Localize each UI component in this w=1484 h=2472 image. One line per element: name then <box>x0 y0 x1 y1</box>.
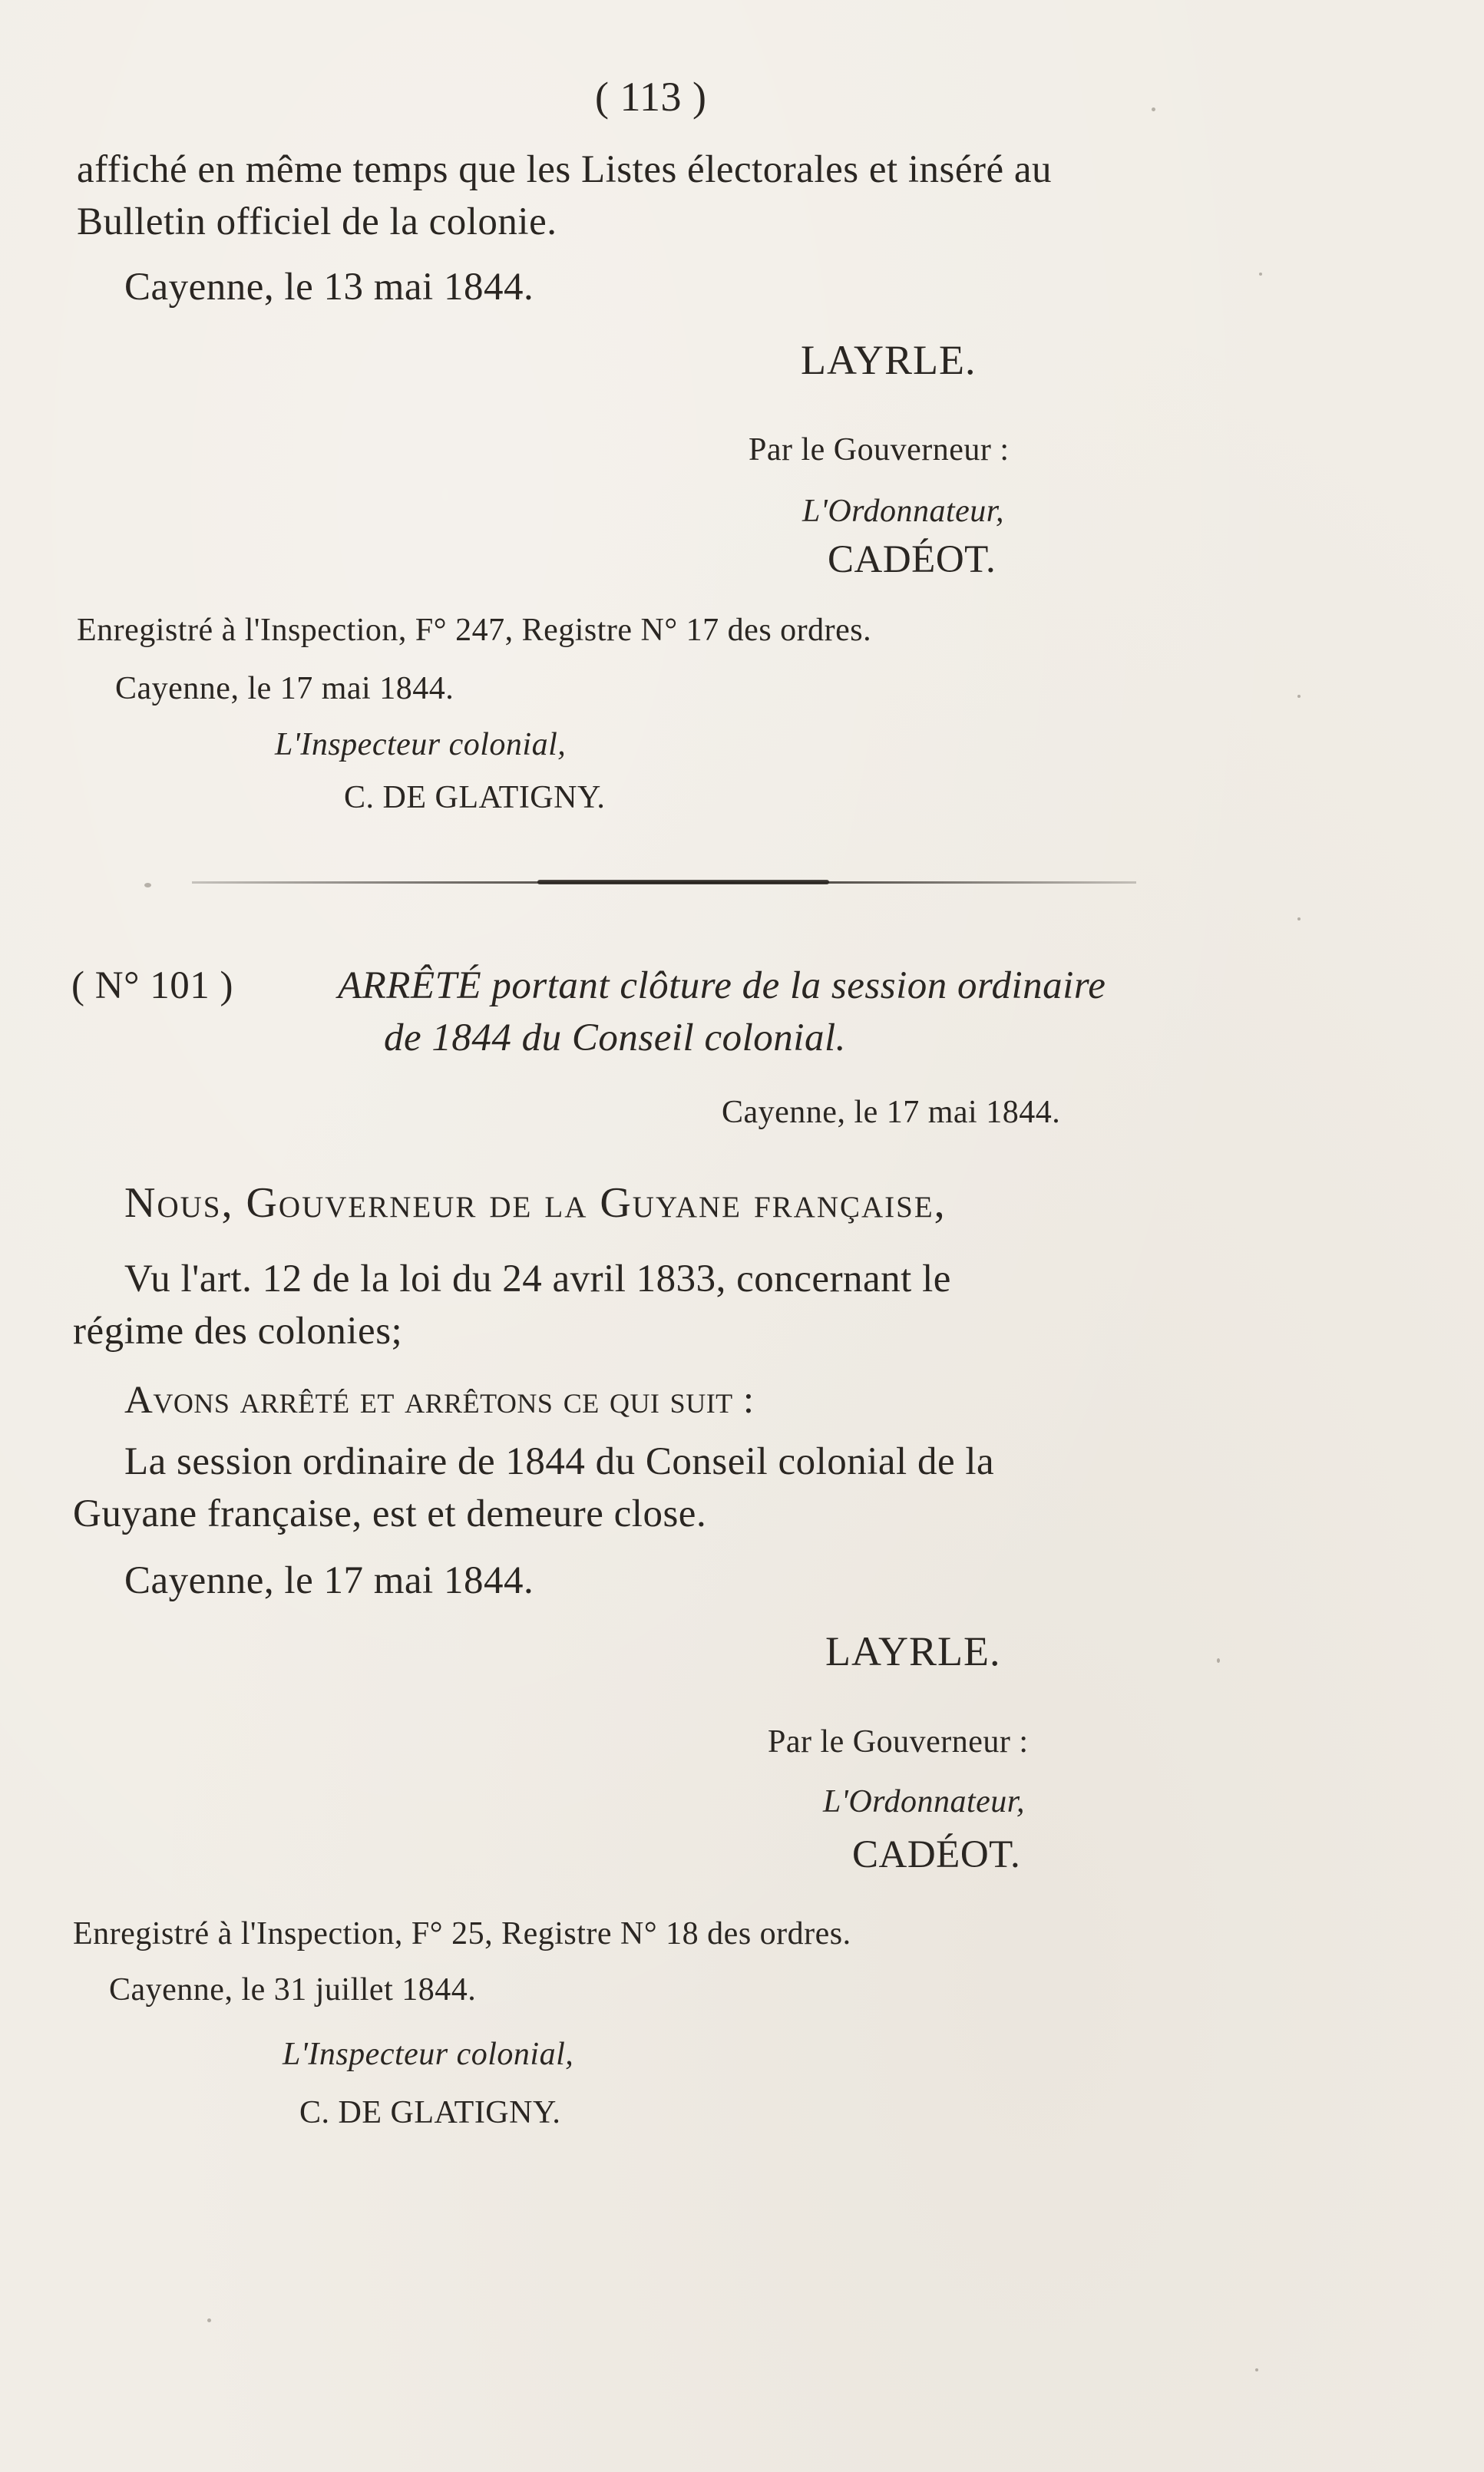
continuation-date: Cayenne, le 13 mai 1844. <box>124 266 534 309</box>
ordonnateur-name-1: CADÉOT. <box>828 538 996 581</box>
par-le-gouverneur-2: Par le Gouverneur : <box>768 1724 1029 1760</box>
arrete-dateline: Cayenne, le 17 mai 1844. <box>722 1095 1061 1130</box>
par-le-gouverneur-1: Par le Gouverneur : <box>749 432 1010 468</box>
vu-line-1: Vu l'art. 12 de la loi du 24 avril 1833, concernant le <box>124 1257 951 1300</box>
body-line-2: Guyane française, est et demeure close. <box>73 1492 707 1535</box>
registration-date-1: Cayenne, le 17 mai 1844. <box>115 671 454 706</box>
paper-speck <box>1297 695 1301 698</box>
vu-line-2: régime des colonies; <box>73 1310 403 1353</box>
page-number: ( 113 ) <box>595 74 707 120</box>
arrete-title-line-1: ARRÊTÉ portant clôture de la session ordinaire <box>338 964 1106 1007</box>
inspector-name-1: C. DE GLATIGNY. <box>344 780 606 815</box>
preamble: Nous, Gouverneur de la Guyane française, <box>124 1179 947 1227</box>
registration-line-2: Enregistré à l'Inspection, F° 25, Registre N° 18 des ordres. <box>73 1916 851 1951</box>
ordonnateur-name-2: CADÉOT. <box>852 1833 1021 1876</box>
paper-speck <box>1259 273 1262 276</box>
paper-speck <box>1255 2368 1258 2371</box>
body-line-1: La session ordinaire de 1844 du Conseil colonial de la <box>124 1440 995 1483</box>
registration-date-2: Cayenne, le 31 juillet 1844. <box>109 1972 477 2008</box>
paper-speck <box>1217 1658 1220 1663</box>
registration-line-1: Enregistré à l'Inspection, F° 247, Registre N° 17 des ordres. <box>77 613 872 648</box>
arrete-number: ( N° 101 ) <box>71 964 233 1007</box>
ordonnateur-title-1: L'Ordonnateur, <box>802 494 1004 529</box>
inspector-title-1: L'Inspecteur colonial, <box>275 727 567 762</box>
inspector-title-2: L'Inspecteur colonial, <box>283 2037 574 2072</box>
continuation-line-1: affiché en même temps que les Listes électorales et inséré au <box>77 148 1053 191</box>
arrete-title-line-2: de 1844 du Conseil colonial. <box>384 1016 846 1059</box>
governor-signature-2: LAYRLE. <box>825 1628 1001 1674</box>
arrete-date: Cayenne, le 17 mai 1844. <box>124 1559 534 1602</box>
paper-speck <box>1152 107 1155 111</box>
paper-speck <box>1297 917 1301 920</box>
paper-speck <box>144 883 151 887</box>
continuation-line-2: Bulletin officiel de la colonie. <box>77 200 557 243</box>
inspector-name-2: C. DE GLATIGNY. <box>299 2095 561 2130</box>
paper-speck <box>207 2318 211 2322</box>
ordonnateur-title-2: L'Ordonnateur, <box>823 1784 1025 1819</box>
section-divider-ornament <box>537 880 829 884</box>
governor-signature-1: LAYRLE. <box>801 337 977 383</box>
avons-arrete: Avons arrêté et arrêtons ce qui suit : <box>124 1379 755 1422</box>
